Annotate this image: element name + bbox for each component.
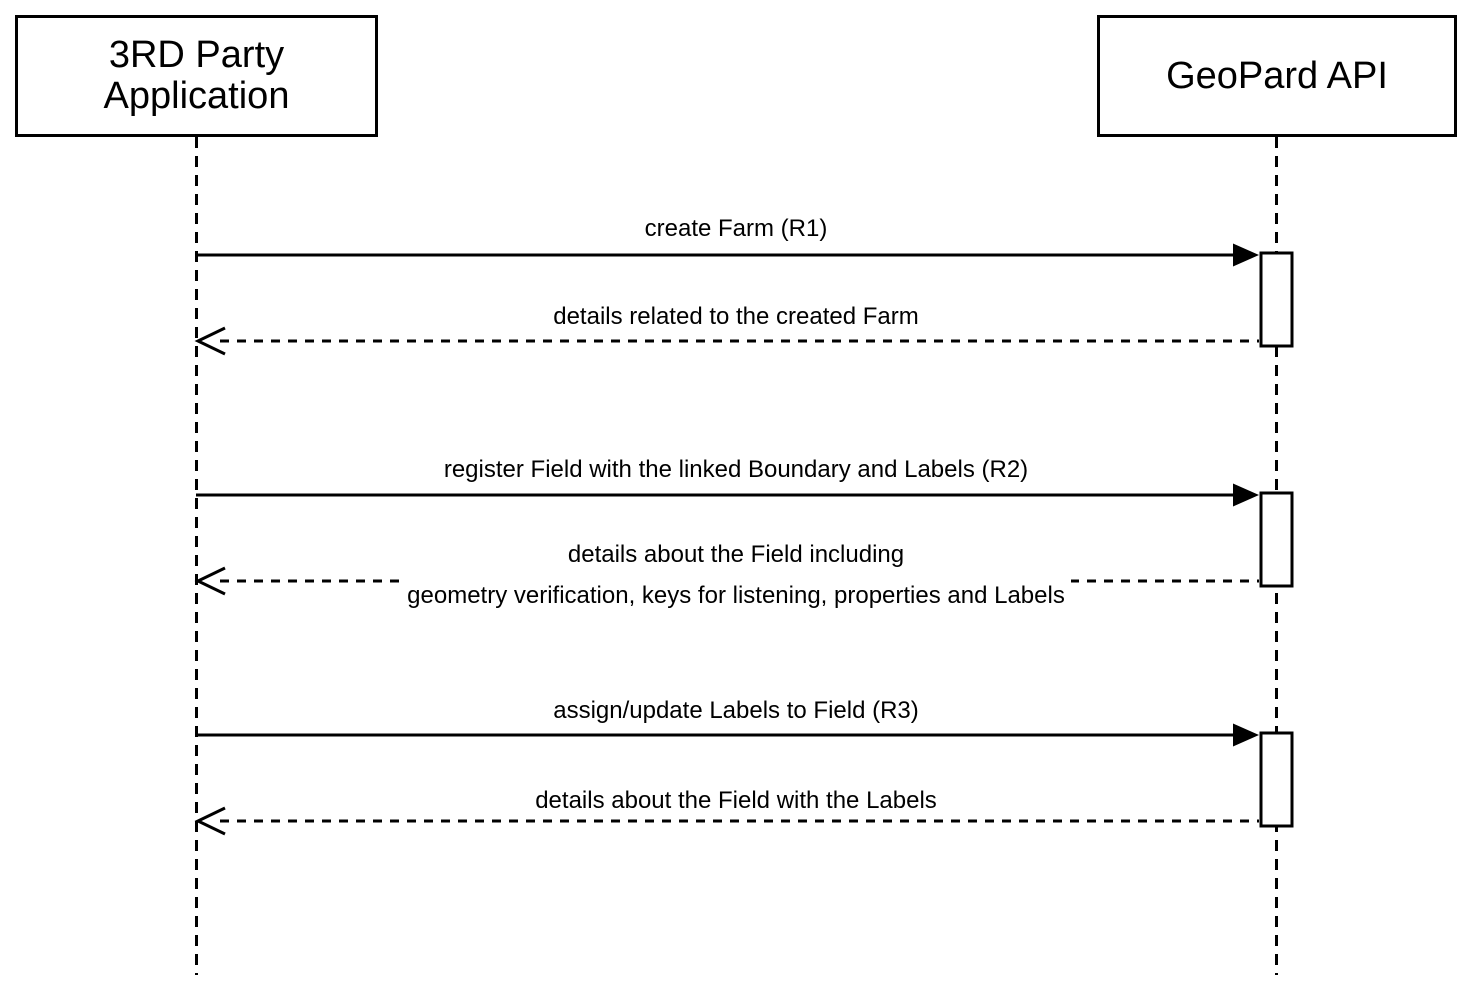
participant-title-line: GeoPard API (1166, 54, 1388, 97)
message-label-background (401, 534, 1071, 616)
participant-title-line: Application (103, 75, 290, 117)
message-label-text: register Field with the linked Boundary and Labels (R2) (443, 456, 1029, 483)
participant-3rd-party-application (15, 15, 378, 137)
message-label-text: assign/update Labels to Field (R3) (553, 697, 919, 724)
solid-arrowhead-icon (1233, 244, 1259, 267)
message-label-text: create Farm (R1) (644, 215, 828, 242)
message-label-text: details about the Field with the Labels (535, 787, 937, 814)
message-label-text: details related to the created Farm (553, 303, 919, 330)
participant-geopard-api (1097, 15, 1457, 137)
message-label-created-farm-details (236, 299, 1236, 335)
activation-bar-create-farm (1261, 253, 1292, 346)
solid-arrowhead-icon (1233, 724, 1259, 747)
message-label-field-labels-details (236, 783, 1236, 819)
message-label-text: details about the Field including (567, 541, 905, 568)
message-label-assign-labels (236, 693, 1236, 729)
message-label-create-farm (236, 211, 1236, 247)
solid-arrowhead-icon (1233, 484, 1259, 507)
activation-bar-assign-labels (1261, 733, 1292, 826)
participant-title-line: 3RD Party (108, 34, 285, 76)
message-label-text: geometry verification, keys for listening, properties and Labels (407, 582, 1065, 609)
activation-bar-register-field (1261, 493, 1292, 586)
message-label-register-field (236, 452, 1236, 488)
message-label-field-details (236, 534, 1236, 616)
